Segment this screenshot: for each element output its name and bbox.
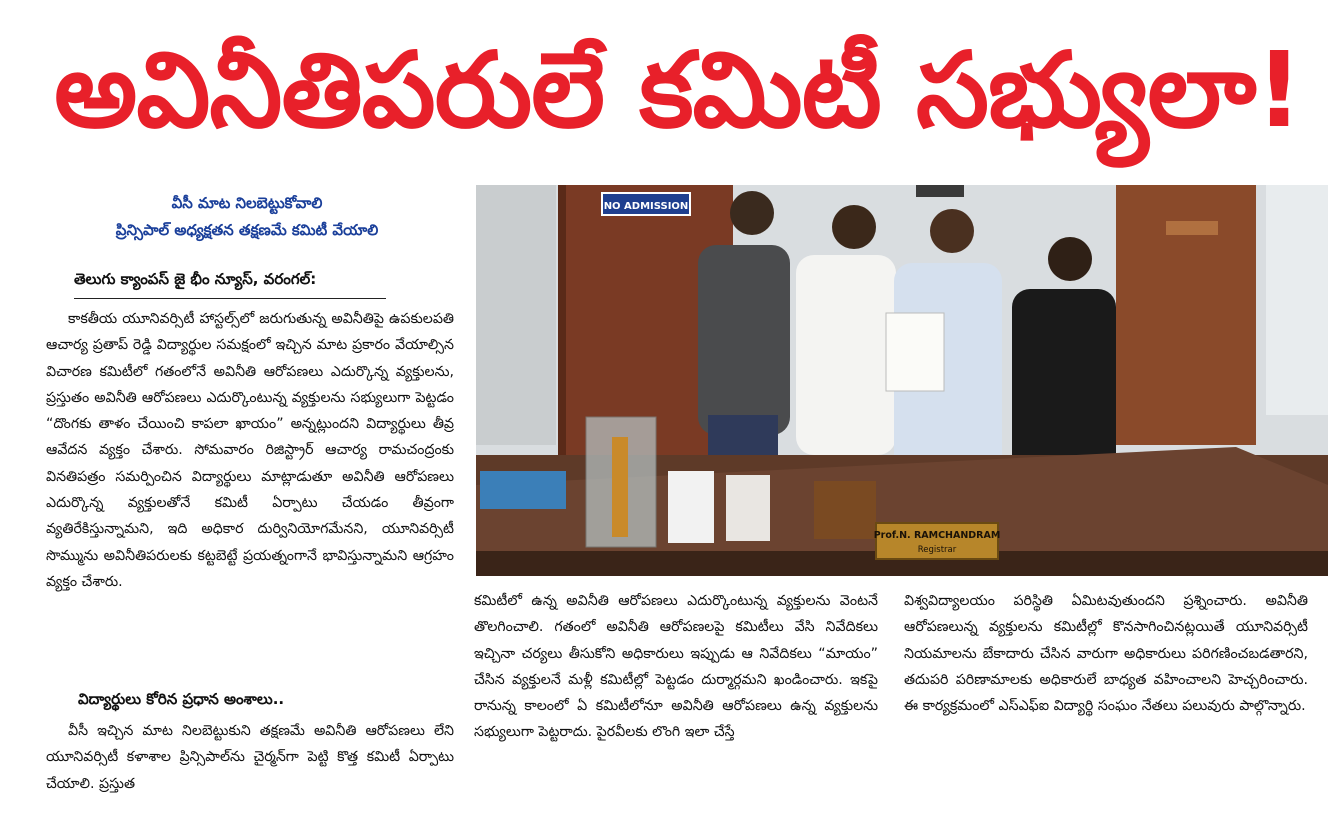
paragraph-3: కమిటీలో ఉన్న అవినీతి ఆరోపణలు ఎదుర్కొంటున్న వ్యక్తులను వెంటనే తొలగించాలి. గతంలో అవినీతి ఆరోపణలపై కమిటీలు వేసి నివేదికలు ఇచ్చినా చర్యలు తీసుకోని అధికారులు ఇప్పుడు ఆ నివేదికలు “మాయం” చేసిన వ్యక్తులనే మళ్లీ కమిటీల్లో పెట్టడం దుర్మార్గమని ఖండించారు. ఇకపై రానున్న కాలంలో ఏ కమిటీలోనూ అవినీతి ఆరోపణలు ఉన్న వ్యక్తులను సభ్యులుగా పెట్టరాదు. పైరవీలకు లొంగి ఇలా చేస్తే [474, 593, 878, 741]
paragraph-2: వీసీ ఇచ్చిన మాట నిలబెట్టుకుని తక్షణమే అవినీతి ఆరోపణలు లేని యూనివర్సిటీ కళాశాల ప్రిన్సిపాల్‌ను చైర్మన్‌గా పెట్టి కొత్త కమిటీ ఏర్పాటు చేయాలి. ప్రస్తుత [46, 723, 454, 792]
column-1-bottom [46, 718, 454, 797]
byline: తెలుగు క్యాంపస్ జై భీం న్యూస్, వరంగల్: [74, 268, 386, 299]
nameplate-name: Prof.N. RAMCHANDRAM [873, 530, 1001, 541]
nameplate-title: Registrar [917, 545, 957, 555]
headline: అవినీతిపరులే కమిటీ సభ్యులా! [54, 29, 1302, 151]
column-1-top [46, 306, 454, 595]
subhead-1: వీసీ మాట నిలబెట్టుకోవాలి [171, 194, 323, 212]
subhead-2: ప్రిన్సిపాల్ అధ్యక్షతన తక్షణమే కమిటీ వేయాలి [115, 221, 379, 239]
column-3 [904, 588, 1308, 719]
subheads [52, 190, 442, 244]
section-heading: విద్యార్థులు కోరిన ప్రధాన అంశాలు.. [78, 690, 285, 708]
column-2 [474, 588, 878, 746]
paragraph-1: కాకతీయ యూనివర్సిటీ హాస్టల్స్‌లో జరుగుతున్న అవినీతిపై ఉపకులపతి ఆచార్య ప్రతాప్ రెడ్డి విద్యార్థుల సమక్షంలో ఇచ్చిన మాట ప్రకారం వేయాల్సిన విచారణ కమిటీలో గతంలోనే అవినీతి ఆరోపణలు ఎదుర్కొన్న వ్యక్తులను, ప్రస్తుతం అవినీతి ఆరోపణలు ఎదుర్కొంటున్న వ్యక్తులను సభ్యులుగా పెట్టడం “దొంగకు తాళం చేయించి కాపలా ఖాయం” అన్నట్లుందని విద్యార్థులు తీవ్ర ఆవేదన వ్యక్తం చేశారు. సోమవారం రిజిస్ట్రార్ ఆచార్య రామచంద్రంకు వినతిపత్రం సమర్పించిన విద్యార్థులు మాట్లాడుతూ అవినీతి ఆరోపణలు ఎదుర్కొన్న వ్యక్తులతోనే కమిటీ ఏర్పాటు చేయడం తీవ్రంగా వ్యతిరేకిస్తున్నామని, ఇది అధికార దుర్వినియోగమేనని, యూనివర్సిటీ సొమ్మును అవినీతిపరులకు కట్టబెట్టే ప్రయత్నంగానే భావిస్తున్నామని ఆగ్రహం వ్యక్తం చేశారు. [46, 311, 454, 590]
paragraph-4: విశ్వవిద్యాలయం పరిస్థితి ఏమిటవుతుందని ప్రశ్నించారు. అవినీతి ఆరోపణలున్న వ్యక్తులను కమిటీల్లో కొనసాగించినట్లయితే యూనివర్సిటీ నియమాలను బేకాదారు చేసిన వారుగా అధికారులు పరిగణించబడతారని, తదుపరి పరిణామాలకు అధికారులే బాధ్యత వహించాలని హెచ్చరించారు. ఈ కార్యక్రమంలో ఎస్ఎఫ్ఐ విద్యార్థి సంఘం నేతలు పలువురు పాల్గొన్నారు. [904, 593, 1308, 715]
news-photo [476, 185, 1328, 576]
door-sign-text: NO ADMISSION [603, 201, 689, 212]
